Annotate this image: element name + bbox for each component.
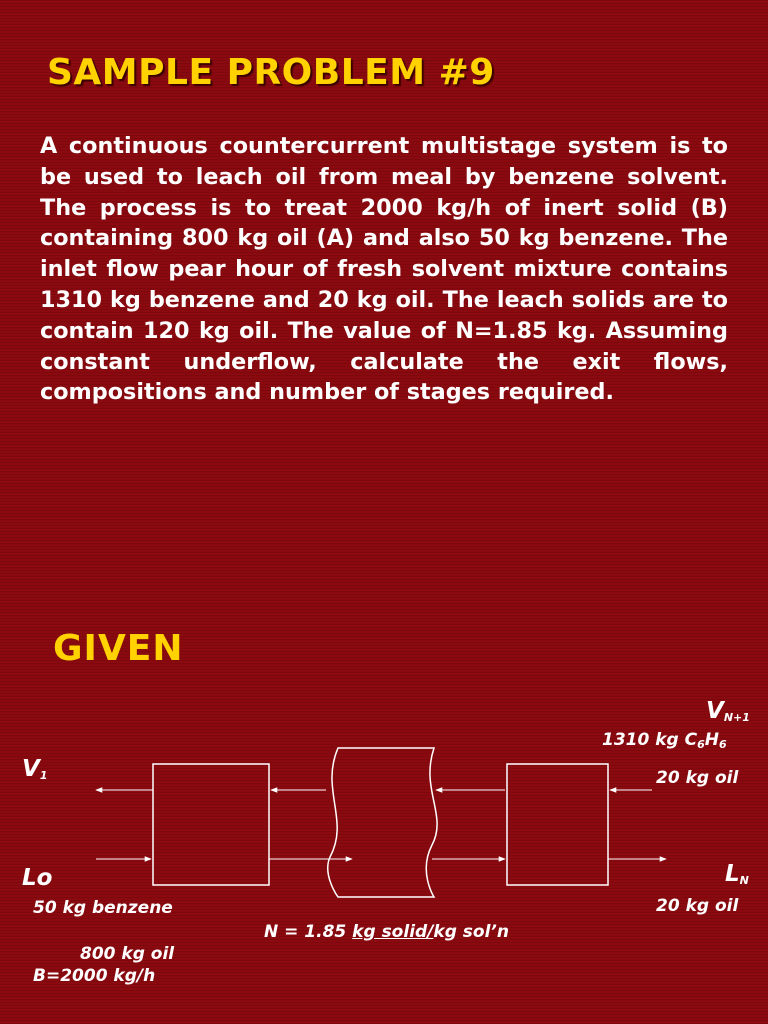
vn1-oil-label: 20 kg oil [656, 768, 739, 788]
lo-label: Lo [22, 865, 53, 891]
vn1-benzene-label: 1310 kg $C_6H_6$ [602, 730, 727, 751]
lo-oil-label: 800 kg oil [80, 944, 175, 964]
lo-benzene-label: 50 kg benzene [33, 898, 173, 918]
v1-label: $V_1$ [22, 756, 48, 782]
given-heading: GIVEN [53, 628, 184, 669]
problem-statement: A continuous countercurrent multistage system is to be used to leach oil from meal by benzene solvent. The process is to treat 2000 kg/h of inert solid (B) containing 800 kg oil (A) and also 50 kg benzene. The inlet flow pear hour of fresh solvent mixture contains 1310 kg benzene and 20 kg oil. The leach solids are to contain 120 kg oil. The value of N=1.85 kg. Assuming constant underflow, calculate the exit flows, compositions and number of stages required. [40, 133, 728, 406]
stage-break-symbol [328, 748, 437, 897]
ln-oil-label: 20 kg oil [656, 896, 739, 916]
n-value-label: N = 1.85 kg solid/kg sol’n [264, 922, 509, 942]
lo-solid-label: B=2000 kg/h [33, 966, 156, 986]
stage-1-box [153, 764, 269, 885]
stage-n-box [507, 764, 608, 885]
vn1-label: $V_{N+1}$ [706, 698, 750, 724]
slide-title: SAMPLE PROBLEM #9 [47, 52, 495, 93]
ln-label: $L_N$ [725, 861, 749, 887]
